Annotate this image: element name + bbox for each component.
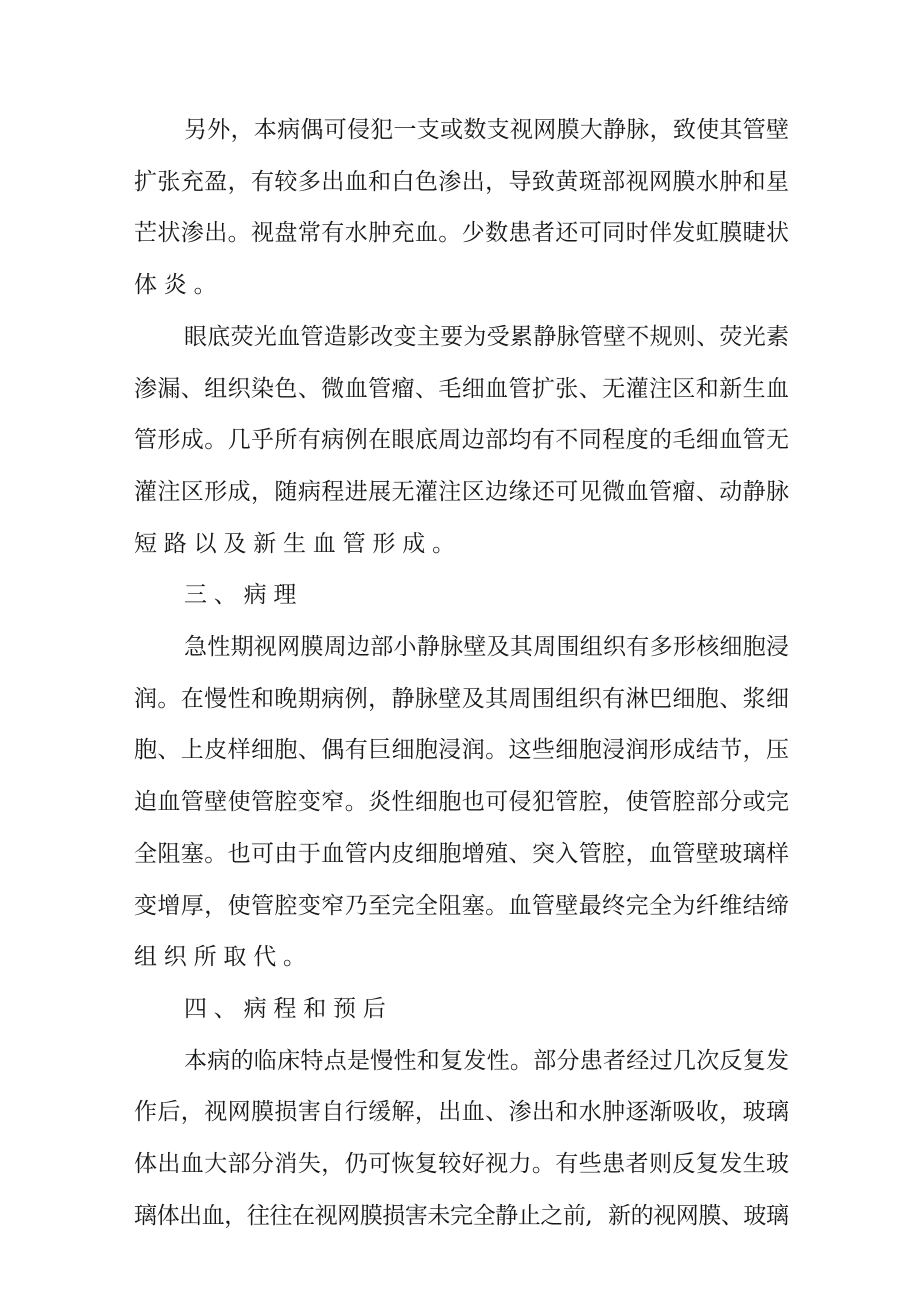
text-line: 体 炎 。: [134, 272, 217, 298]
text-line: 变 增 厚 ， 使 管 腔 变 窄 乃 至 完 全 阻 塞 。 血 管 壁 最 终 完 全 为 纤 维 结 缔: [134, 893, 789, 919]
text-line: 短 路 以 及 新 生 血 管 形 成 。: [134, 531, 455, 557]
text-line: 眼 底 荧 光 血 管 造 影 改 变 主 要 为 受 累 静 脉 管 壁 不 规 则 、 荧 光 素: [184, 324, 789, 350]
text-line: 三 、 病 理: [184, 582, 297, 608]
text-line: 体 出 血 大 部 分 消 失 ， 仍 可 恢 复 较 好 视 力 。 有 些 患 者 则 反 复 发 生 玻: [134, 1151, 789, 1177]
text-line: 胞 、 上 皮 样 细 胞 、 偶 有 巨 细 胞 浸 润 。 这 些 细 胞 浸 润 形 成 结 节 ， 压: [134, 737, 789, 763]
text-line: 另 外 ， 本 病 偶 可 侵 犯 一 支 或 数 支 视 网 膜 大 静 脉 ， 致 使 其 管 壁: [184, 117, 789, 143]
text-line: 渗 漏 、 组 织 染 色 、 微 血 管 瘤 、 毛 细 血 管 扩 张 、 无 灌 注 区 和 新 生 血: [134, 376, 789, 402]
text-line: 作 后 ， 视 网 膜 损 害 自 行 缓 解 ， 出 血 、 渗 出 和 水 肿 逐 渐 吸 收 ， 玻 璃: [134, 1099, 789, 1125]
text-line: 急 性 期 视 网 膜 周 边 部 小 静 脉 壁 及 其 周 围 组 织 有 多 形 核 细 胞 浸: [184, 634, 789, 660]
text-line: 璃 体 出 血 ， 往 往 在 视 网 膜 损 害 未 完 全 静 止 之 前 , 新 的 视 网 膜 、 玻 璃: [134, 1203, 789, 1229]
text-line: 扩 张 充 盈 ， 有 较 多 出 血 和 白 色 渗 出 ， 导 致 黄 斑 部 视 网 膜 水 肿 和 星: [134, 169, 789, 195]
text-line: 四 、 病 程 和 预 后: [184, 996, 386, 1022]
text-line: 润 。 在 慢 性 和 晚 期 病 例 ， 静 脉 壁 及 其 周 围 组 织 有 淋 巴 细 胞 、 浆 细: [134, 686, 789, 712]
text-line: 芒 状 渗 出 。 视 盘 常 有 水 肿 充 血 。 少 数 患 者 还 可 同 时 伴 发 虹 膜 睫 状: [134, 220, 789, 246]
text-line: 本 病 的 临 床 特 点 是 慢 性 和 复 发 性 。 部 分 患 者 经 过 几 次 反 复 发: [184, 1048, 789, 1074]
text-line: 组 织 所 取 代 。: [134, 944, 306, 970]
text-line: 全 阻 塞 。 也 可 由 于 血 管 内 皮 细 胞 增 殖 、 突 入 管 腔 ， 血 管 壁 玻 璃 样: [134, 841, 789, 867]
text-line: 迫 血 管 壁 使 管 腔 变 窄 。 炎 性 细 胞 也 可 侵 犯 管 腔 ， 使 管 腔 部 分 或 完: [134, 789, 789, 815]
text-line: 灌 注 区 形 成 ， 随 病 程 进 展 无 灌 注 区 边 缘 还 可 见 微 血 管 瘤 、 动 静 脉: [134, 479, 789, 505]
text-line: 管 形 成 。 几 乎 所 有 病 例 在 眼 底 周 边 部 均 有 不 同 程 度 的 毛 细 血 管 无: [134, 427, 789, 453]
